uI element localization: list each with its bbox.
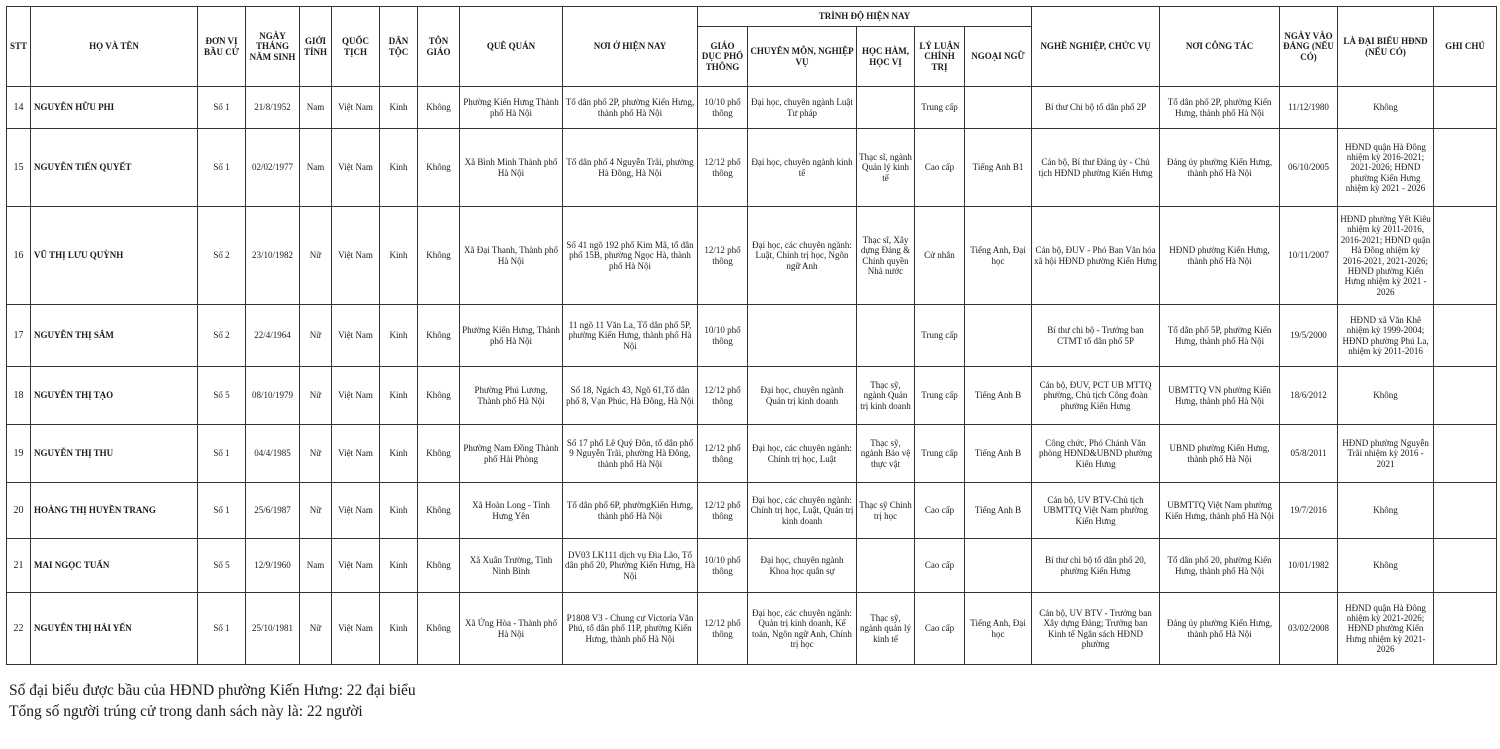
cell-party-date: 19/7/2016 [1280, 483, 1338, 539]
table-row [7, 593, 1497, 665]
cell-occupation: Bí thư chi bộ tổ dân phố 20, phường Kiến Hưng [1032, 539, 1160, 593]
cell-unit: Số 1 [198, 87, 246, 129]
cell-gender: Nữ [300, 483, 332, 539]
cell-language: Tiếng Anh, Đại học [965, 207, 1032, 305]
cell-language: Tiếng Anh B [965, 367, 1032, 425]
cell-academic [857, 87, 915, 129]
cell-gender: Nữ [300, 593, 332, 665]
cell-politics: Trung cấp [915, 425, 965, 483]
cell-dob: 23/10/1982 [246, 207, 300, 305]
cell-stt: 19 [7, 425, 31, 483]
cell-nationality: Việt Nam [332, 305, 380, 367]
cell-note [1434, 483, 1497, 539]
cell-language: Tiếng Anh B1 [965, 129, 1032, 207]
cell-workplace: Đảng ủy phường Kiến Hưng, thành phố Hà Nội [1160, 593, 1280, 665]
cell-gender: Nam [300, 129, 332, 207]
header-hometown: QUÊ QUÁN [460, 7, 563, 87]
cell-stt: 14 [7, 87, 31, 129]
cell-academic: Thạc sĩ, Xây dựng Đảng & Chính quyền Nhà nước [857, 207, 915, 305]
cell-politics: Cử nhân [915, 207, 965, 305]
cell-specialty: Đại học, chuyên ngành kinh tế [748, 129, 857, 207]
footer-delegate-count: Số đại biểu được bầu của HĐND phường Kiến Hưng: 22 đại biểu [9, 682, 416, 699]
cell-name: NGUYỄN THỊ SÂM [31, 305, 198, 367]
cell-occupation: Bí thư Chi bộ tổ dân phố 2P [1032, 87, 1160, 129]
cell-note [1434, 539, 1497, 593]
cell-general-edu: 12/12 phổ thông [698, 129, 748, 207]
cell-nationality: Việt Nam [332, 539, 380, 593]
cell-ethnicity: Kinh [380, 539, 418, 593]
cell-party-date: 10/01/1982 [1280, 539, 1338, 593]
cell-unit: Số 5 [198, 367, 246, 425]
cell-name: NGUYỄN THỊ HẢI YẾN [31, 593, 198, 665]
cell-unit: Số 1 [198, 129, 246, 207]
cell-gender: Nữ [300, 305, 332, 367]
header-delegate: LÀ ĐẠI BIỂU HĐND (NẾU CÓ) [1338, 7, 1434, 87]
cell-specialty [748, 305, 857, 367]
cell-religion: Không [418, 425, 460, 483]
candidate-table [6, 6, 1497, 665]
cell-hometown: Phường Phú Lương, Thành phố Hà Nội [460, 367, 563, 425]
cell-workplace: UBMTTQ VN phường Kiến Hưng, thành phố Hà Nội [1160, 367, 1280, 425]
header-nationality: QUỐC TỊCH [332, 7, 380, 87]
cell-name: NGUYỄN TIẾN QUYẾT [31, 129, 198, 207]
cell-residence: DV03 LK111 dịch vụ Đìa Lão, Tổ dân phố 20, Phường Kiến Hưng, Hà Nội [563, 539, 698, 593]
cell-nationality: Việt Nam [332, 483, 380, 539]
header-ethnicity: DÂN TỘC [380, 7, 418, 87]
cell-stt: 15 [7, 129, 31, 207]
cell-general-edu: 12/12 phổ thông [698, 425, 748, 483]
cell-religion: Không [418, 305, 460, 367]
cell-ethnicity: Kinh [380, 367, 418, 425]
cell-delegate: HĐND quận Hà Đông nhiệm kỳ 2016-2021; 2021-2026; HĐND phường Kiến Hưng nhiệm kỳ 2021 - 2026 [1338, 129, 1434, 207]
cell-nationality: Việt Nam [332, 207, 380, 305]
cell-nationality: Việt Nam [332, 425, 380, 483]
cell-delegate: Không [1338, 367, 1434, 425]
cell-residence: Tổ dân phố 2P, phường Kiến Hưng, thành phố Hà Nội [563, 87, 698, 129]
cell-workplace: HĐND phường Kiến Hưng, thành phố Hà Nội [1160, 207, 1280, 305]
cell-workplace: Đảng ủy phường Kiến Hưng, thành phố Hà Nội [1160, 129, 1280, 207]
cell-general-edu: 12/12 phổ thông [698, 483, 748, 539]
cell-dob: 02/02/1977 [246, 129, 300, 207]
cell-general-edu: 12/12 phổ thông [698, 367, 748, 425]
cell-party-date: 06/10/2005 [1280, 129, 1338, 207]
cell-note [1434, 425, 1497, 483]
cell-note [1434, 87, 1497, 129]
table-row [7, 539, 1497, 593]
cell-academic [857, 305, 915, 367]
cell-delegate: Không [1338, 87, 1434, 129]
cell-party-date: 11/12/1980 [1280, 87, 1338, 129]
cell-party-date: 05/8/2011 [1280, 425, 1338, 483]
cell-residence: 11 ngõ 11 Văn La, Tổ dân phố 5P, phường Kiến Hưng, thành phố Hà Nội [563, 305, 698, 367]
cell-workplace: UBMTTQ Việt Nam phường Kiến Hưng, thành phố Hà Nội [1160, 483, 1280, 539]
cell-gender: Nữ [300, 425, 332, 483]
cell-nationality: Việt Nam [332, 593, 380, 665]
table-body [7, 87, 1497, 665]
header-specialty: CHUYÊN MÔN, NGHIỆP VỤ [748, 27, 857, 87]
cell-ethnicity: Kinh [380, 207, 418, 305]
cell-politics: Trung cấp [915, 367, 965, 425]
cell-occupation: Công chức, Phó Chánh Văn phòng HĐND&UBND phường Kiến Hưng [1032, 425, 1160, 483]
cell-nationality: Việt Nam [332, 87, 380, 129]
cell-unit: Số 1 [198, 483, 246, 539]
table-row [7, 367, 1497, 425]
cell-nationality: Việt Nam [332, 367, 380, 425]
cell-specialty: Đại học, các chuyên ngành: Quản trị kinh doanh, Kế toán, Ngôn ngữ Anh, Chính trị học [748, 593, 857, 665]
cell-specialty: Đại học, các chuyên ngành: Chính trị học, Luật [748, 425, 857, 483]
header-general-edu: GIÁO DỤC PHỔ THÔNG [698, 27, 748, 87]
header-party-date: NGÀY VÀO ĐẢNG (NẾU CÓ) [1280, 7, 1338, 87]
cell-party-date: 03/02/2008 [1280, 593, 1338, 665]
cell-party-date: 19/5/2000 [1280, 305, 1338, 367]
cell-politics: Cao cấp [915, 593, 965, 665]
cell-religion: Không [418, 539, 460, 593]
header-level-group: TRÌNH ĐỘ HIỆN NAY [698, 7, 1032, 27]
cell-religion: Không [418, 593, 460, 665]
cell-stt: 16 [7, 207, 31, 305]
cell-name: MAI NGỌC TUẤN [31, 539, 198, 593]
cell-academic: Thạc sĩ, ngành Quản lý kinh tế [857, 129, 915, 207]
cell-unit: Số 2 [198, 207, 246, 305]
header-occupation: NGHỀ NGHIỆP, CHỨC VỤ [1032, 7, 1160, 87]
cell-hometown: Phường Nam Đồng Thành phố Hải Phòng [460, 425, 563, 483]
cell-hometown: Xã Đại Thanh, Thành phố Hà Nội [460, 207, 563, 305]
cell-specialty: Đại học, chuyên ngành Quản trị kinh doanh [748, 367, 857, 425]
cell-general-edu: 12/12 phổ thông [698, 593, 748, 665]
cell-ethnicity: Kinh [380, 87, 418, 129]
table-row [7, 425, 1497, 483]
cell-stt: 20 [7, 483, 31, 539]
cell-ethnicity: Kinh [380, 425, 418, 483]
cell-specialty: Đại học, các chuyên ngành: Chính trị học, Luật, Quản trị kinh doanh [748, 483, 857, 539]
cell-occupation: Cán bộ, Bí thư Đảng ủy - Chủ tịch HĐND phường Kiến Hưng [1032, 129, 1160, 207]
cell-academic: Thạc sỹ, ngành Bảo vệ thực vật [857, 425, 915, 483]
cell-politics: Cao cấp [915, 483, 965, 539]
cell-religion: Không [418, 129, 460, 207]
cell-stt: 18 [7, 367, 31, 425]
table-row [7, 129, 1497, 207]
cell-academic [857, 539, 915, 593]
cell-residence: Số 18, Ngách 43, Ngõ 61,Tổ dân phố 8, Vạn Phúc, Hà Đông, Hà Nội [563, 367, 698, 425]
cell-residence: P1808 V3 - Chung cư Victoria Văn Phú, tổ dân phố 11P, phường Kiến Hưng, thành phố Hà Nội [563, 593, 698, 665]
cell-gender: Nam [300, 539, 332, 593]
cell-specialty: Đại học, các chuyên ngành: Luật, Chính trị học, Ngôn ngữ Anh [748, 207, 857, 305]
cell-dob: 22/4/1964 [246, 305, 300, 367]
cell-note [1434, 367, 1497, 425]
cell-religion: Không [418, 87, 460, 129]
header-name: HỌ VÀ TÊN [31, 7, 198, 87]
cell-workplace: Tổ dân phố 5P, phường Kiến Hưng, thành phố Hà Nội [1160, 305, 1280, 367]
cell-party-date: 10/11/2007 [1280, 207, 1338, 305]
cell-general-edu: 12/12 phổ thông [698, 207, 748, 305]
cell-religion: Không [418, 207, 460, 305]
cell-language [965, 539, 1032, 593]
cell-note [1434, 305, 1497, 367]
footer-elected-count: Tổng số người trúng cử trong danh sách này là: 22 người [9, 703, 363, 720]
cell-residence: Số 41 ngõ 192 phố Kim Mã, tổ dân phố 15B, phường Ngọc Hà, thành phố Hà Nội [563, 207, 698, 305]
footer-summary [9, 680, 416, 722]
cell-note [1434, 129, 1497, 207]
cell-hometown: Phường Kiến Hưng, Thành phố Hà Nội [460, 305, 563, 367]
cell-language: Tiếng Anh, Đại học [965, 593, 1032, 665]
cell-language: Tiếng Anh B [965, 425, 1032, 483]
cell-specialty: Đại học, chuyên ngành Khoa học quân sự [748, 539, 857, 593]
cell-academic: Thạc sỹ, ngành Quản trị kinh doanh [857, 367, 915, 425]
header-residence: NƠI Ở HIỆN NAY [563, 7, 698, 87]
cell-politics: Cao cấp [915, 539, 965, 593]
cell-ethnicity: Kinh [380, 593, 418, 665]
cell-delegate: Không [1338, 483, 1434, 539]
cell-residence: Tổ dân phố 6P, phườngKiến Hưng, thành phố Hà Nội [563, 483, 698, 539]
cell-specialty: Đại học, chuyên ngành Luật Tư pháp [748, 87, 857, 129]
cell-religion: Không [418, 483, 460, 539]
cell-name: NGUYỄN THỊ THU [31, 425, 198, 483]
cell-name: NGUYỄN HỮU PHI [31, 87, 198, 129]
cell-stt: 22 [7, 593, 31, 665]
header-workplace: NƠI CÔNG TÁC [1160, 7, 1280, 87]
cell-stt: 21 [7, 539, 31, 593]
cell-hometown: Xã Ứng Hòa - Thành phố Hà Nội [460, 593, 563, 665]
cell-hometown: Xã Xuân Trường, Tỉnh Ninh Bình [460, 539, 563, 593]
cell-dob: 25/10/1981 [246, 593, 300, 665]
table-row [7, 483, 1497, 539]
cell-ethnicity: Kinh [380, 305, 418, 367]
cell-unit: Số 1 [198, 425, 246, 483]
cell-occupation: Cán bộ, UV BTV - Trưởng ban Xây dựng Đảng; Trưởng ban Kinh tế Ngân sách HĐND phường [1032, 593, 1160, 665]
cell-occupation: Bí thư chi bộ - Trưởng ban CTMT tổ dân phố 5P [1032, 305, 1160, 367]
cell-dob: 08/10/1979 [246, 367, 300, 425]
cell-name: VŨ THỊ LƯU QUỲNH [31, 207, 198, 305]
cell-politics: Trung cấp [915, 87, 965, 129]
cell-ethnicity: Kinh [380, 129, 418, 207]
cell-language [965, 305, 1032, 367]
cell-delegate: HĐND phường Yết Kiêu nhiệm kỳ 2011-2016, 2016-2021; HĐND quận Hà Đông nhiệm kỳ 2016-2021, 2021-2026; HĐND phường Kiến Hưng nhiệm kỳ 2021 - 2026 [1338, 207, 1434, 305]
cell-hometown: Phường Kiến Hưng Thành phố Hà Nội [460, 87, 563, 129]
cell-occupation: Cán bộ, ĐUV, PCT UB MTTQ phường, Chủ tịch Công đoàn phường Kiến Hưng [1032, 367, 1160, 425]
cell-unit: Số 1 [198, 593, 246, 665]
cell-occupation: Cán bộ, UV BTV-Chủ tịch UBMTTQ Việt Nam phường Kiến Hưng [1032, 483, 1160, 539]
cell-politics: Cao cấp [915, 129, 965, 207]
cell-academic: Thạc sỹ, ngành quản lý kinh tế [857, 593, 915, 665]
cell-name: HOÀNG THỊ HUYỀN TRANG [31, 483, 198, 539]
cell-general-edu: 10/10 phổ thông [698, 539, 748, 593]
cell-dob: 25/6/1987 [246, 483, 300, 539]
cell-unit: Số 5 [198, 539, 246, 593]
header-stt: STT [7, 7, 31, 87]
header-unit: ĐƠN VỊ BẦU CỬ [198, 7, 246, 87]
table-header [7, 7, 1497, 87]
cell-hometown: Xã Bình Minh Thành phố Hà Nội [460, 129, 563, 207]
cell-nationality: Việt Nam [332, 129, 380, 207]
cell-party-date: 18/6/2012 [1280, 367, 1338, 425]
header-note: GHI CHÚ [1434, 7, 1497, 87]
cell-residence: Tổ dân phố 4 Nguyễn Trãi, phường Hà Đông, Hà Nội [563, 129, 698, 207]
cell-language [965, 87, 1032, 129]
cell-gender: Nam [300, 87, 332, 129]
cell-workplace: UBND phường Kiến Hưng, thành phố Hà Nội [1160, 425, 1280, 483]
cell-stt: 17 [7, 305, 31, 367]
table-row [7, 207, 1497, 305]
header-gender: GIỚI TÍNH [300, 7, 332, 87]
table-row [7, 87, 1497, 129]
cell-delegate: Không [1338, 539, 1434, 593]
cell-gender: Nữ [300, 367, 332, 425]
cell-delegate: HĐND phường Nguyễn Trãi nhiệm kỳ 2016 - 2021 [1338, 425, 1434, 483]
cell-residence: Số 17 phố Lê Quý Đôn, tổ dân phố 9 Nguyễn Trãi, phường Hà Đông, thành phố Hà Nội [563, 425, 698, 483]
header-politics: LÝ LUẬN CHÍNH TRỊ [915, 27, 965, 87]
cell-general-edu: 10/10 phổ thông [698, 87, 748, 129]
cell-dob: 12/9/1960 [246, 539, 300, 593]
cell-unit: Số 2 [198, 305, 246, 367]
cell-academic: Thạc sỹ Chính trị học [857, 483, 915, 539]
header-language: NGOẠI NGỮ [965, 27, 1032, 87]
cell-delegate: HĐND xã Văn Khê nhiệm kỳ 1999-2004; HĐND phường Phú La, nhiệm kỳ 2011-2016 [1338, 305, 1434, 367]
cell-language: Tiếng Anh B [965, 483, 1032, 539]
header-religion: TÔN GIÁO [418, 7, 460, 87]
cell-note [1434, 593, 1497, 665]
cell-gender: Nữ [300, 207, 332, 305]
cell-dob: 21/8/1952 [246, 87, 300, 129]
cell-name: NGUYỄN THỊ TẠO [31, 367, 198, 425]
cell-workplace: Tổ dân phố 20, phường Kiến Hưng, thành phố Hà Nội [1160, 539, 1280, 593]
cell-hometown: Xã Hoàn Long - Tỉnh Hưng Yên [460, 483, 563, 539]
cell-occupation: Cán bộ, ĐUV - Phó Ban Văn hóa xã hội HĐND phường Kiến Hưng [1032, 207, 1160, 305]
cell-workplace: Tổ dân phố 2P, phường Kiến Hưng, thành phố Hà Nội [1160, 87, 1280, 129]
cell-note [1434, 207, 1497, 305]
header-academic: HỌC HÀM, HỌC VỊ [857, 27, 915, 87]
header-dob: NGÀY THÁNG NĂM SINH [246, 7, 300, 87]
cell-politics: Trung cấp [915, 305, 965, 367]
cell-dob: 04/4/1985 [246, 425, 300, 483]
cell-ethnicity: Kinh [380, 483, 418, 539]
table-row [7, 305, 1497, 367]
cell-delegate: HĐND quận Hà Đông nhiệm kỳ 2021-2026; HĐND phường Kiến Hưng nhiệm kỳ 2021-2026 [1338, 593, 1434, 665]
cell-religion: Không [418, 367, 460, 425]
cell-general-edu: 10/10 phổ thông [698, 305, 748, 367]
